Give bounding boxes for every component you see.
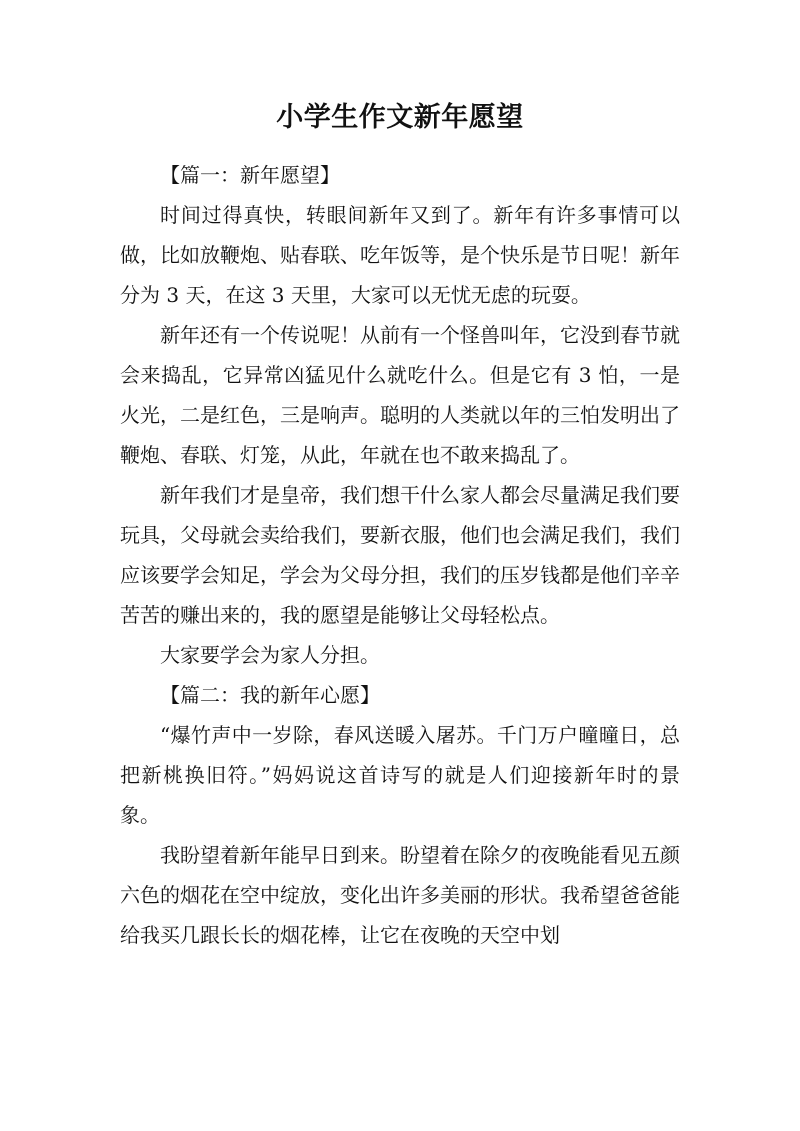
- paragraph: “爆竹声中一岁除，春风送暖入屠苏。千门万户曈曈日，总把新桃换旧符。”妈妈说这首诗写的就是人们迎接新年时的景象。: [120, 723, 680, 827]
- section-heading-2: 【篇二：我的新年心愿】: [160, 683, 380, 707]
- document-page: [120, 0, 680, 1131]
- paragraph: 时间过得真快，转眼间新年又到了。新年有许多事情可以做，比如放鞭炮、贴春联、吃年饭等，是个快乐是节日呢！新年分为 3 天，在这 3 天里，大家可以无忧无虑的玩耍。: [120, 203, 680, 307]
- paragraph: 新年我们才是皇帝，我们想干什么家人都会尽量满足我们要玩具，父母就会卖给我们，要新衣服，他们也会满足我们，我们应该要学会知足，学会为父母分担，我们的压岁钱都是他们辛辛苦苦的赚出来的，我的愿望是能够让父母轻松点。: [120, 483, 680, 627]
- section-heading-1: 【篇一：新年愿望】: [160, 163, 340, 187]
- document-body: [120, 155, 680, 955]
- paragraph: 大家要学会为家人分担。: [160, 643, 380, 667]
- paragraph: 我盼望着新年能早日到来。盼望着在除夕的夜晚能看见五颜六色的烟花在空中绽放，变化出许多美丽的形状。我希望爸爸能给我买几跟长长的烟花棒，让它在夜晚的天空中划: [120, 843, 680, 947]
- document-title: 小学生作文新年愿望: [276, 102, 524, 133]
- paragraph: 新年还有一个传说呢！从前有一个怪兽叫年，它没到春节就会来捣乱，它异常凶猛见什么就吃什么。但是它有 3 怕，一是火光，二是红色，三是响声。聪明的人类就以年的三怕发明出了鞭炮、春联、灯笼，从此，年就在也不敢来捣乱了。: [120, 323, 680, 467]
